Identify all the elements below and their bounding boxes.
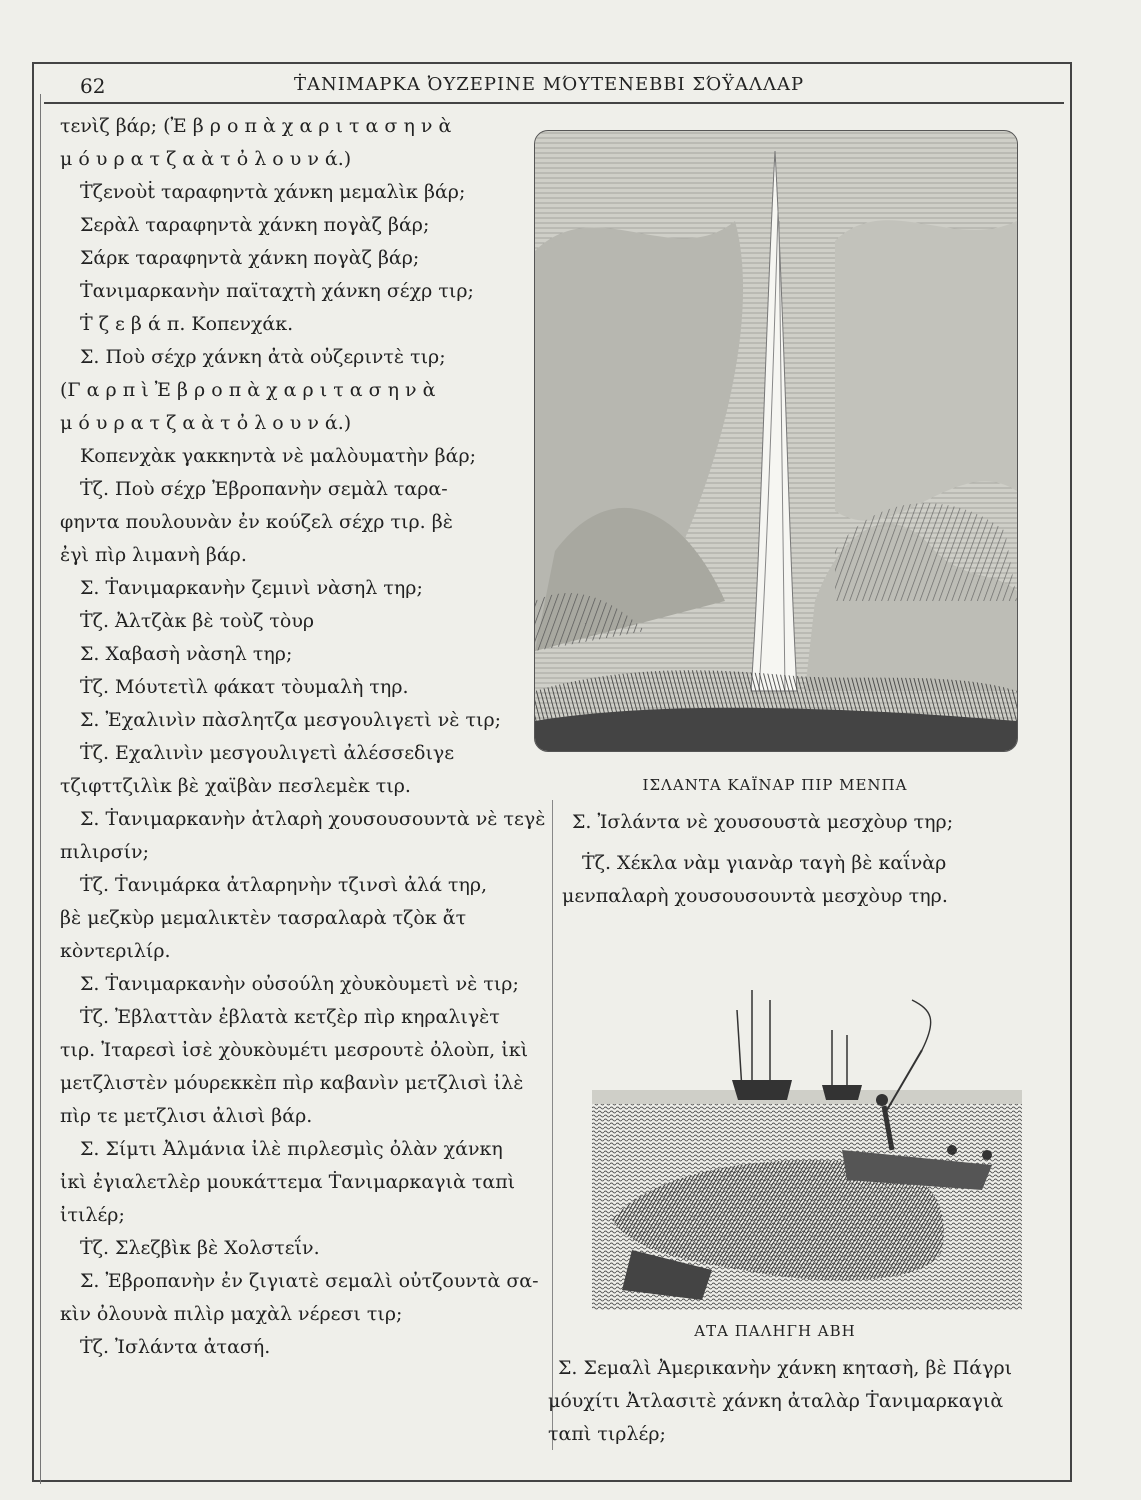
running-head: ṪΑΝΙΜΑΡΚΑ ὈΥΖΕΡΙΝΕ ΜΌΥΤΕΝΕΒΒΙ ΣΌΫΑΛΛΑΡ — [294, 74, 805, 95]
text-line: Κοπενχὰκ γακκηντὰ νὲ μαλὸυματὴν βάρ; — [80, 445, 477, 467]
text-line: μ ό υ ρ α τ ζ α ὰ τ ὀ λ ο υ ν ά.) — [60, 148, 352, 170]
text-line: τζιφττζιλὶκ βὲ χαϊβὰν πεσλεμὲκ τιρ. — [60, 775, 411, 797]
text-line: Σ. Ἰσλάντα νὲ χουσουστὰ μεσχὸυρ τηρ; — [572, 811, 954, 833]
text-line: ἰτιλέρ; — [60, 1204, 125, 1226]
text-line: Ṫζενοὺṫ ταραφηντὰ χάνκη μεμαλὶκ βάρ; — [80, 181, 466, 203]
text-line: τιρ. Ἰταρεσὶ ἰσὲ χὸυκὸυμέτι μεσρουτὲ ὀλοὺπ, ἰκὶ — [60, 1039, 529, 1061]
text-line: (Γ α ρ π ὶ Ἐ β ρ ο π ὰ χ α ρ ι τ α σ η ν ὰ — [60, 379, 436, 401]
text-line: Σ. Σεμαλὶ Ἀμερικανὴν χάνκη κητασὴ, βὲ Πάγρι — [558, 1357, 1013, 1379]
page-header — [44, 66, 1064, 104]
right-column — [562, 806, 1062, 913]
text-line: Ṫζ. Ἰσλάντα ἀτασή. — [80, 1336, 271, 1358]
text-line: ταπὶ τιρλέρ; — [548, 1423, 666, 1445]
text-line: Ṫζ. Σλεζβὶκ βὲ Χολστεΐν. — [80, 1237, 320, 1259]
text-line: Σ. Ποὺ σέχρ χάνκη ἀτὰ οὐζεριντὲ τιρ; — [80, 346, 446, 368]
text-line: μετζλιστὲν μόυρεκκὲπ πὶρ καβανὶν μετζλισὶ ἰλὲ — [60, 1072, 524, 1094]
text-line: ἰκὶ ἐγιαλετλὲρ μουκάττεμα Ṫανιμαρκαγιὰ ταπὶ — [60, 1171, 516, 1193]
text-line: φηντα πουλουνὰν ἐν κούζελ σέχρ τιρ. βὲ — [60, 511, 453, 533]
left-column — [60, 110, 548, 1364]
text-line: Ṫζ. Εχαλινὶν μεσγουλιγετὶ ἀλέσσεδιγε — [80, 742, 455, 764]
geyser-illustration — [534, 130, 1018, 752]
text-line: τενὶζ βάρ; (Ἐ β ρ ο π ὰ χ α ρ ι τ α σ η ν ὰ — [60, 115, 452, 137]
text-line: Σ. Χαβασὴ νὰσηλ τηρ; — [80, 643, 293, 665]
page-number: 62 — [80, 74, 106, 98]
whale-hunt-illustration — [592, 950, 1022, 1310]
text-line: Σάρκ ταραφηντὰ χάνκη πογὰζ βάρ; — [80, 247, 420, 269]
text-line: βὲ μεζκὺρ μεμαλικτὲν τασραλαρὰ τζὸκ ἄτ — [60, 907, 467, 929]
text-line: Σ. Ἐχαλινὶν πὰσλητζα μεσγουλιγετὶ νὲ τιρ; — [80, 709, 502, 731]
text-line: Ṫζ. Ἐβλαττὰν ἐβλατὰ κετζὲρ πὶρ κηραλιγὲτ — [80, 1006, 500, 1028]
right-column-bottom — [548, 1352, 1062, 1451]
text-line: πὶρ τε μετζλισι ἀλισὶ βάρ. — [60, 1105, 313, 1127]
text-line: Σ. Ṫανιμαρκανὴν οὐσούλη χὸυκὸυμετὶ νὲ τιρ; — [80, 973, 519, 995]
text-line: Σ. Ṫανιμαρκανὴν ἀτλαρὴ χουσουσουντὰ νὲ τεγὲ — [80, 808, 546, 830]
text-line: Ṫζ. Χέκλα νὰμ γιανὰρ ταγὴ βὲ καΐνὰρ — [582, 852, 947, 874]
text-line: Σερὰλ ταραφηντὰ χάνκη πογὰζ βάρ; — [80, 214, 430, 236]
text-line: Σ. Ἐβροπανὴν ἐν ζιγιατὲ σεμαλὶ οὐτζουντὰ σα- — [80, 1270, 539, 1292]
text-line: πιλιρσίν; — [60, 841, 149, 863]
geyser-engraving — [535, 131, 1017, 751]
text-line: κὶν ὀλουνὰ πιλὶρ μαχὰλ νέρεσι τιρ; — [60, 1303, 403, 1325]
text-line: κὸντεριλίρ. — [60, 940, 171, 962]
text-line: Ṫζ. Μόυτετὶλ φάκατ τὸυμαλὴ τηρ. — [80, 676, 409, 698]
text-line: μ ό υ ρ α τ ζ α ὰ τ ὀ λ ο υ ν ά.) — [60, 412, 352, 434]
text-line: μόυχίτι Ἀτλασιτὲ χάνκη ἀταλὰρ Ṫανιμαρκαγιὰ — [548, 1390, 1004, 1412]
whale-caption: ΑΤΑ ΠΑΛΗΓΗ ΑΒΗ — [694, 1322, 856, 1340]
whale-engraving — [592, 950, 1022, 1310]
text-line: Ṫζ. Ἀλτζὰκ βὲ τοὺζ τὸυρ — [80, 610, 315, 632]
text-line: Σ. Σίμτι Ἀλμάνια ἰλὲ πιρλεσμὶς ὀλὰν χάνκη — [80, 1138, 503, 1160]
text-line: Ṫ ζ ε β ά π. Κοπενχάκ. — [80, 313, 294, 335]
text-line: Ṫζ. Ποὺ σέχρ Ἐβροπανὴν σεμὰλ ταρα- — [80, 478, 448, 500]
text-line: Ṫανιμαρκανὴν παϊταχτὴ χάνκη σέχρ τιρ; — [80, 280, 474, 302]
text-line: Σ. Ṫανιμαρκανὴν ζεμινὶ νὰσηλ τηρ; — [80, 577, 423, 599]
geyser-caption: ΙΣΛΑΝΤΑ ΚΑΪΝΑΡ ΠΙΡ ΜΕΝΠΑ — [642, 776, 908, 794]
text-line: ἐγὶ πὶρ λιμανὴ βάρ. — [60, 544, 247, 566]
text-line: μενπαλαρὴ χουσουσουντὰ μεσχὸυρ τηρ. — [562, 885, 948, 907]
text-line: Ṫζ. Ṫανιμάρκα ἀτλαρηνὴν τζινσὶ ἀλά τηρ, — [80, 874, 488, 896]
